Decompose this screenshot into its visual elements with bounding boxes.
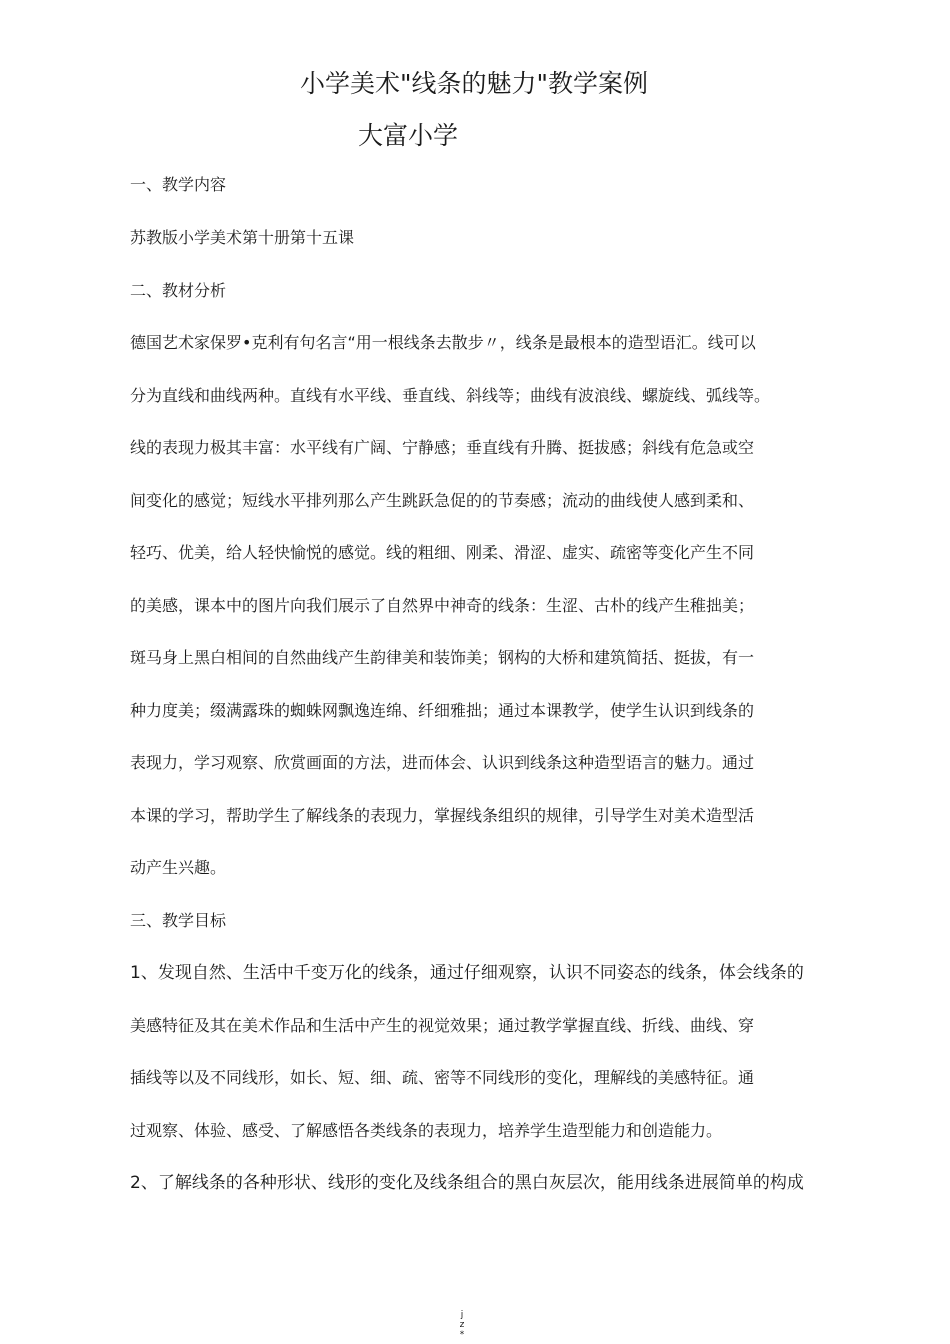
paragraph-line: 苏教版小学美术第十册第十五课 [130,228,355,247]
school-name: 大富小学 [358,121,459,150]
paragraph-line: 本课的学习，帮助学生了解线条的表现力，掌握线条组织的规律，引导学生对美术造型活 [130,806,755,825]
paragraph-line: 2、了解线条的各种形状、线形的变化及线条组合的黑白灰层次，能用线条进展简单的构成 [130,1173,804,1193]
paragraph-line: 插线等以及不同线形，如长、短、细、疏、密等不同线形的变化，理解线的美感特征。通 [130,1068,755,1087]
paragraph-line: 德国艺术家保罗•克利有句名言“用一根线条去散步〃，线条是最根本的造型语汇。线可以 [130,333,756,352]
paragraph-line: 1、发现自然、生活中千变万化的线条，通过仔细观察，认识不同姿态的线条，体会线条的 [130,963,804,983]
paragraph-line: 分为直线和曲线两种。直线有水平线、垂直线、斜线等；曲线有波浪线、螺旋线、弧线等。 [130,386,771,405]
section-heading-content: 一、教学内容 [130,175,227,194]
paragraph-line: 过观察、体验、感受、了解感悟各类线条的表现力，培养学生造型能力和创造能力。 [130,1121,723,1140]
paragraph-line: 轻巧、优美，给人轻快愉悦的感觉。线的粗细、刚柔、滑涩、虚实、疏密等变化产生不同 [130,543,755,562]
paragraph-line: 动产生兴趣。 [130,858,227,877]
section-heading-objectives: 三、教学目标 [130,911,227,930]
paragraph-line: 斑马身上黑白相间的自然曲线产生韵律美和装饰美；钢构的大桥和建筑简括、挺拔，有一 [130,648,755,667]
paragraph-line: 的美感，课本中的图片向我们展示了自然界中神奇的线条：生涩、古朴的线产生稚拙美； [130,596,755,615]
paragraph-line: 种力度美；缀满露珠的蜘蛛网飘逸连绵、纤细雅拙；通过本课教学，使学生认识到线条的 [130,701,755,720]
page-footer-mark: j z * [459,1310,465,1340]
document-title: 小学美术"线条的魅力"教学案例 [300,69,648,98]
paragraph-line: 间变化的感觉；短线水平排列那么产生跳跃急促的的节奏感；流动的曲线使人感到柔和、 [130,491,755,510]
paragraph-line: 美感特征及其在美术作品和生活中产生的视觉效果；通过教学掌握直线、折线、曲线、穿 [130,1016,755,1035]
section-heading-analysis: 二、教材分析 [130,281,227,300]
paragraph-line: 表现力，学习观察、欣赏画面的方法，进而体会、认识到线条这种造型语言的魅力。通过 [130,753,755,772]
paragraph-line: 线的表现力极其丰富：水平线有广阔、宁静感；垂直线有升腾、挺拔感；斜线有危急或空 [130,438,755,457]
